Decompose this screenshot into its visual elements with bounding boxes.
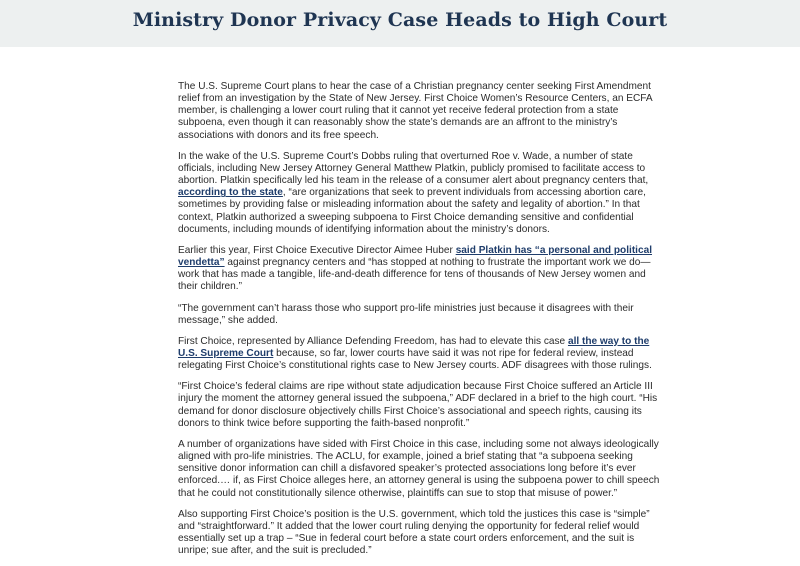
paragraph-2 bbox=[178, 151, 660, 236]
article-body bbox=[178, 81, 660, 566]
paragraph-6: “First Choice’s federal claims are ripe without state adjudication because First Choice suffered an Article III injury the moment the attorney general issued the subpoena,” ADF declared in a brief to the high court. “His demand for donor disclosure objectively chills First Choice’s associational and speech rights, causing its donors to think twice before supporting the faith-based nonprofit.” bbox=[178, 381, 658, 429]
header-banner bbox=[0, 0, 800, 47]
paragraph-3 bbox=[178, 245, 660, 294]
page-title: Ministry Donor Privacy Case Heads to High Court bbox=[132, 9, 668, 31]
paragraph-8: Also supporting First Choice’s position is the U.S. government, which told the justices this case is “simple” and “straightforward.” It added that the lower court ruling denying the opportunity for federal relief would essentially set up a trap – “Sue in federal court before a state court orders enforcement, and the suit is unripe; sue after, and the suit is precluded.” bbox=[178, 508, 650, 557]
paragraph-3-text-b: against pregnancy centers and “has stopped at nothing to frustrate the important work we do—work that has made a tangible, life-and-death difference for tens of thousands of New Jersey women and their children.” bbox=[178, 257, 651, 293]
paragraph-5 bbox=[178, 336, 660, 372]
paragraph-5-text-b: because, so far, lower courts have said it was not ripe for federal review, instead relegating First Choice’s constitutional rights case to New Jersey courts. ADF disagrees with those rulings. bbox=[178, 347, 652, 372]
supreme-court-link[interactable]: all the way to the U.S. Supreme Court bbox=[178, 335, 650, 359]
paragraph-1: The U.S. Supreme Court plans to hear the case of a Christian pregnancy center seeking First Amendment relief from an investigation by the State of New Jersey. First Choice Women’s Resource Centers, an ECFA member, is challenging a lower court ruling that it cannot yet receive federal protection from a state subpoena, even though it can reasonably show the state’s demands are an affront to the ministry’s associations with donors and its free speech. bbox=[178, 81, 653, 141]
paragraph-2-text-b: , “are organizations that seek to prevent individuals from accessing abortion care, sometimes by providing false or misleading information about the safety and legality of abortion.” In that context, Platkin authorized a sweeping subpoena to First Choice demanding sensitive and confidential documents, including mounds of identifying information about the ministry’s donors. bbox=[178, 187, 646, 235]
paragraph-4: “The government can’t harass those who support pro-life ministries just because it disagrees with their message,” she added. bbox=[178, 302, 634, 326]
vendetta-link[interactable]: said Platkin has “a personal and political vendetta” bbox=[178, 244, 653, 269]
paragraph-3-text-a: Earlier this year, First Choice Executive Director Aimee Huber bbox=[178, 244, 456, 256]
paragraph-5-text-a: First Choice, represented by Alliance Defending Freedom, has had to elevate this case bbox=[178, 335, 568, 347]
paragraph-7: A number of organizations have sided with First Choice in this case, including some not always ideologically aligned with pro-life ministries. The ACLU, for example, joined a brief stating that “a subpoena seeking sensitive donor information can chill a disfavored speaker’s protected associations long before it’s ever enforced.… if, as First Choice alleges here, an attorney general is using the subpoena power to chill speech that he could not constitutionally silence otherwise, plaintiffs can sue to stop that misuse of power.” bbox=[178, 438, 660, 499]
paragraph-2-text-a: In the wake of the U.S. Supreme Court’s Dobbs ruling that overturned Roe v. Wade, a number of state officials, including New Jersey Attorney General Matthew Platkin, publicly promised to facilitate access to abortion. Platkin specifically led his team in the release of a consumer alert about pregnancy centers that, bbox=[178, 150, 649, 187]
according-to-the-state-link[interactable]: according to the state bbox=[178, 187, 283, 199]
